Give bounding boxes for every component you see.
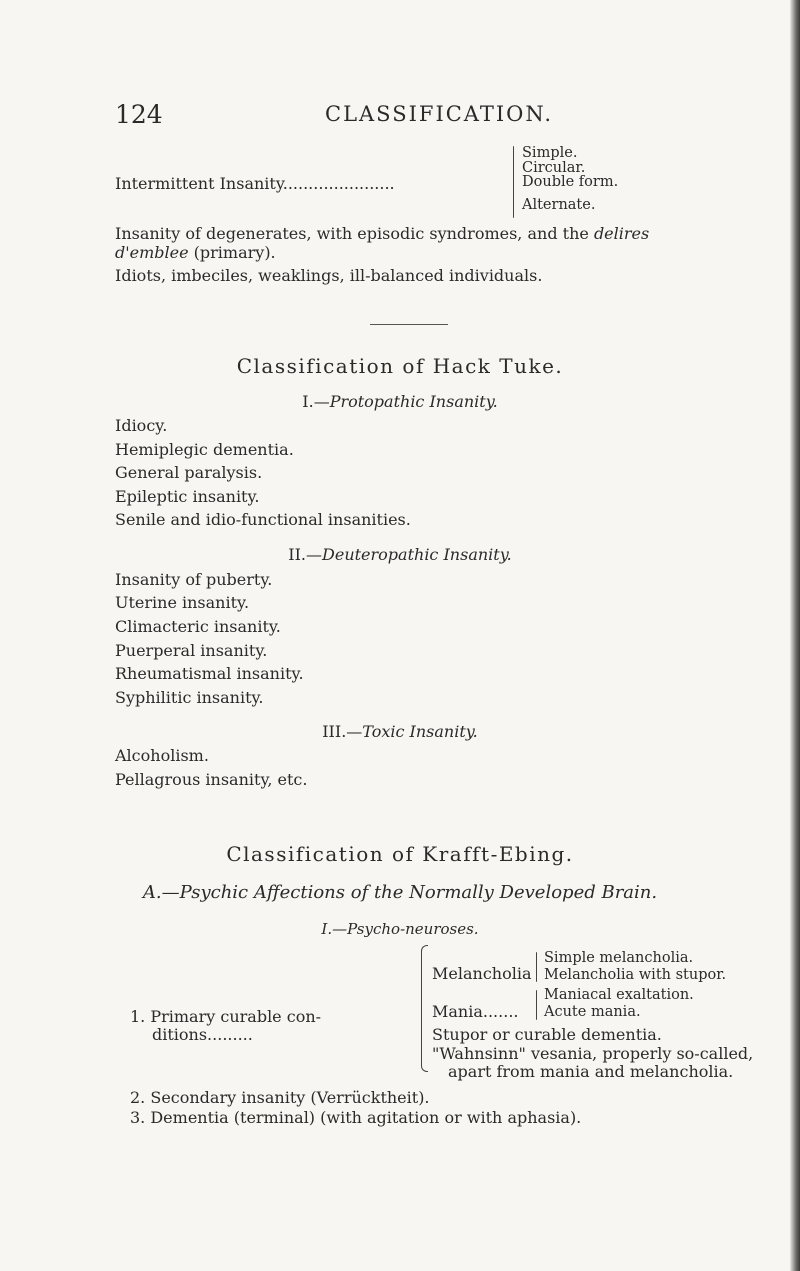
deuteropathic-item: Syphilitic insanity.: [115, 688, 264, 707]
form-simple: Simple.: [522, 145, 578, 161]
degenerates-line1: [115, 224, 649, 244]
krafft-ebing-heading: Classification of Krafft-Ebing.: [226, 842, 574, 866]
wahnsinn-line1: "Wahnsinn" vesania, properly so-called,: [432, 1044, 754, 1063]
deuteropathic-heading: II.—Deuteropathic Insanity.: [288, 545, 512, 564]
page-number: 124: [115, 100, 163, 129]
section-divider: [370, 324, 448, 325]
wahnsinn-line2: apart from mania and melancholia.: [448, 1062, 734, 1081]
melancholia-item: Simple melancholia.: [544, 950, 694, 966]
intermittent-leader: ......................: [282, 174, 395, 193]
mania-item: Acute mania.: [544, 1004, 641, 1020]
idiots-line: Idiots, imbeciles, weaklings, ill-balanced individuals.: [115, 266, 543, 285]
stupor-line: Stupor or curable dementia.: [432, 1025, 662, 1044]
protopathic-item: Senile and idio-functional insanities.: [115, 510, 411, 529]
intermittent-brace: [513, 146, 514, 218]
form-circular: Circular.: [522, 160, 586, 176]
psychic-affections-heading: A.—Psychic Affections of the Normally Developed Brain.: [142, 882, 658, 903]
secondary-insanity-line: 2. Secondary insanity (Verrücktheit).: [130, 1088, 430, 1107]
mania-brace: [536, 990, 537, 1020]
running-title: CLASSIFICATION.: [325, 102, 554, 126]
intermittent-label-row: [115, 174, 395, 194]
toxic-item: Alcoholism.: [115, 746, 209, 765]
psycho-neuroses-heading: I.—Psycho-neuroses.: [321, 920, 479, 938]
melancholia-item: Melancholia with stupor.: [544, 967, 727, 983]
melancholia-brace: [536, 952, 537, 982]
primary-label-line1: 1. Primary curable con-: [130, 1007, 322, 1026]
deuteropathic-item: Climacteric insanity.: [115, 617, 281, 636]
deuteropathic-item: Insanity of puberty.: [115, 570, 273, 589]
primary-brace: [421, 945, 428, 1072]
deuteropathic-item: Rheumatismal insanity.: [115, 664, 304, 683]
protopathic-item: Idiocy.: [115, 416, 168, 435]
protopathic-item: General paralysis.: [115, 463, 263, 482]
delires-word: delires: [593, 224, 650, 243]
toxic-heading: III.—Toxic Insanity.: [322, 722, 478, 741]
dementia-line: 3. Dementia (terminal) (with agitation or with aphasia).: [130, 1108, 582, 1127]
hack-tuke-heading: Classification of Hack Tuke.: [236, 354, 564, 378]
toxic-item: Pellagrous insanity, etc.: [115, 770, 308, 789]
primary-text: (primary).: [188, 243, 276, 262]
degenerates-line2: [115, 243, 276, 263]
protopathic-item: Epileptic insanity.: [115, 487, 260, 506]
running-header: [115, 100, 715, 134]
deuteropathic-item: Uterine insanity.: [115, 593, 250, 612]
form-alternate: Alternate.: [522, 197, 596, 213]
mania-label: Mania.......: [432, 1002, 519, 1021]
mania-item: Maniacal exaltation.: [544, 987, 694, 1003]
primary-label-line2: ditions.........: [152, 1025, 253, 1044]
deuteropathic-item: Puerperal insanity.: [115, 641, 268, 660]
melancholia-label: Melancholia: [432, 964, 532, 983]
page-edge-shadow: [790, 0, 800, 1271]
protopathic-heading: I.—Protopathic Insanity.: [302, 392, 498, 411]
protopathic-item: Hemiplegic dementia.: [115, 440, 294, 459]
degenerates-text: Insanity of degenerates, with episodic syndromes, and the: [115, 224, 594, 243]
intermittent-label: Intermittent Insanity: [115, 174, 283, 193]
form-double: Double form.: [522, 174, 619, 190]
demblee-word: d'emblee: [115, 243, 189, 262]
